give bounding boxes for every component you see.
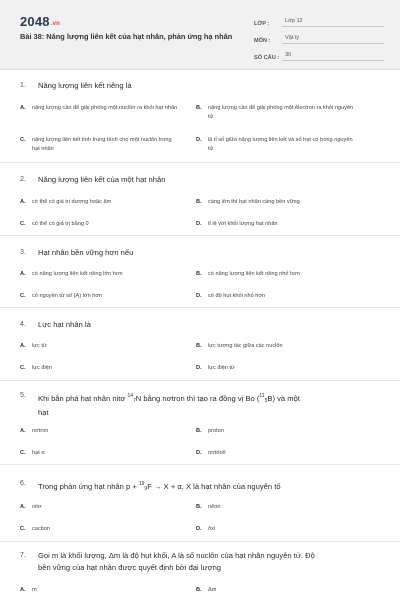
- option-d[interactable]: D. ôxi: [196, 525, 366, 534]
- option-text: hạt α: [32, 450, 45, 456]
- question-7: [20, 550, 380, 574]
- question-number: 5.: [20, 392, 26, 399]
- option-text: tỉ lệ với khối lượng hạt nhân: [208, 221, 278, 227]
- option-a[interactable]: A. lực từ: [20, 342, 190, 351]
- option-text: có năng lượng liên kết riêng nhỏ hơn: [208, 271, 300, 277]
- question-6: [20, 478, 380, 495]
- option-a[interactable]: A. năng lượng cần để giải phóng một nuclôn ra khỏi hạt nhân: [20, 104, 180, 113]
- question-number: 1.: [20, 82, 26, 89]
- option-text: năng lượng cần để giải phóng một nuclôn ra khỏi hạt nhân: [32, 105, 178, 111]
- question-5: [20, 390, 380, 419]
- option-text: lực điện: [32, 365, 52, 371]
- option-text: m: [32, 587, 37, 593]
- question-text: Gọi m là khối lượng, Δm là độ hụt khối, A là số nuclôn của hạt nhân nguyên tử. Độ bền vững của hạt nhân được quyết định bởi đại lượng: [38, 551, 315, 572]
- option-text: lực tương tác giữa các nuclôn: [208, 343, 283, 349]
- option-text: có thể có giá trị bằng 0: [32, 221, 89, 227]
- logo-suffix: .vn: [50, 21, 61, 27]
- divider: [0, 307, 400, 308]
- divider: [0, 235, 400, 236]
- option-text: có nguyên tử số (A) lớn hơn: [32, 293, 103, 299]
- option-text: nơtron: [32, 428, 49, 434]
- logo-text: 2048: [20, 14, 50, 29]
- question-2: [20, 174, 380, 186]
- option-text: năng lượng liên kết tính trung bình cho một nuclôn trong hạt nhân: [32, 137, 172, 152]
- option-c[interactable]: C. cacbon: [20, 525, 190, 534]
- meta-count-row: [254, 47, 384, 61]
- option-text: ôxi: [208, 526, 216, 532]
- count-label: SỐ CÂU :: [254, 55, 280, 61]
- meta-panel: [254, 13, 384, 64]
- option-text: là tỉ số giữa năng lượng liên kết và số hạt có trong nguyên tử: [208, 137, 353, 152]
- divider: [0, 380, 400, 381]
- option-text: càng lớn thì hạt nhân càng bền vững: [208, 199, 300, 205]
- question-text: Hạt nhân bền vững hơn nếu: [38, 248, 134, 257]
- option-b[interactable]: B. nêon: [196, 503, 366, 512]
- question-text: Khi bắn phá hạt nhân nitơ $^{14}$7N bằng nơtron thì tạo ra đồng vị Bo ($^{11}$5B) và một hạt: [38, 393, 300, 417]
- subject-value: Vật lý: [282, 35, 384, 44]
- option-text: có thể có giá trị dương hoặc âm: [32, 199, 112, 205]
- option-a[interactable]: A. nơtron: [20, 427, 190, 436]
- question-number: 3.: [20, 249, 26, 256]
- option-b[interactable]: B. có năng lượng liên kết riêng nhỏ hơn: [196, 270, 366, 279]
- divider: [0, 541, 400, 542]
- option-c[interactable]: C. lực điện: [20, 364, 190, 373]
- question-text: Lực hạt nhân là: [38, 320, 91, 329]
- option-c[interactable]: C. năng lượng liên kết tính trung bình cho một nuclôn trong hạt nhân: [20, 136, 180, 154]
- question-text: Năng lượng liên kết của một hạt nhân: [38, 175, 166, 184]
- divider: [0, 162, 400, 163]
- option-d[interactable]: D. có độ hụt khối nhỏ hơn: [196, 292, 366, 301]
- option-d[interactable]: D. nơtrinô: [196, 449, 366, 458]
- question-text: Trong phản ứng hạt nhân p + $^{19}$9F → X + α, X là hạt nhân của nguyên tố: [38, 481, 281, 492]
- option-b[interactable]: B. năng lượng cần để giải phóng một êlectron ra khỏi nguyên tử: [196, 104, 356, 122]
- divider: [0, 464, 400, 465]
- option-b[interactable]: B. Δm: [196, 586, 366, 595]
- option-c[interactable]: C. có thể có giá trị bằng 0: [20, 220, 190, 229]
- option-a[interactable]: A. nitơ: [20, 503, 190, 512]
- count-value: 30: [282, 52, 384, 61]
- option-text: nơtrinô: [208, 450, 226, 456]
- meta-class-row: [254, 13, 384, 27]
- option-text: có năng lượng liên kết riêng lớn hơn: [32, 271, 123, 277]
- page-header: [0, 0, 400, 70]
- option-text: có độ hụt khối nhỏ hơn: [208, 293, 266, 299]
- site-logo[interactable]: [20, 14, 60, 29]
- option-text: nêon: [208, 504, 221, 510]
- option-d[interactable]: D. là tỉ số giữa năng lượng liên kết và số hạt có trong nguyên tử: [196, 136, 356, 154]
- question-4: [20, 319, 380, 331]
- option-text: cacbon: [32, 526, 51, 532]
- question-number: 2.: [20, 176, 26, 183]
- question-1: [20, 80, 380, 92]
- subject-label: MÔN :: [254, 38, 271, 44]
- class-value: Lớp 12: [282, 18, 384, 27]
- option-text: năng lượng cần để giải phóng một êlectron ra khỏi nguyên tử: [208, 105, 354, 120]
- question-number: 6.: [20, 480, 26, 487]
- option-a[interactable]: A. có năng lượng liên kết riêng lớn hơn: [20, 270, 190, 279]
- option-text: nitơ: [32, 504, 42, 510]
- option-c[interactable]: C. có nguyên tử số (A) lớn hơn: [20, 292, 190, 301]
- question-number: 7.: [20, 552, 26, 559]
- question-number: 4.: [20, 321, 26, 328]
- option-text: lực điện từ: [208, 365, 235, 371]
- question-text: Năng lượng liên kết riêng là: [38, 81, 132, 90]
- page-title: Bài 38: Năng lượng liên kết của hạt nhân, phản ứng hạ nhân: [20, 32, 233, 41]
- option-a[interactable]: A. m: [20, 586, 190, 595]
- option-c[interactable]: C. hạt α: [20, 449, 190, 458]
- option-d[interactable]: D. tỉ lệ với khối lượng hạt nhân: [196, 220, 366, 229]
- option-b[interactable]: B. càng lớn thì hạt nhân càng bền vững: [196, 198, 366, 207]
- option-a[interactable]: A. có thể có giá trị dương hoặc âm: [20, 198, 190, 207]
- option-b[interactable]: B. proton: [196, 427, 366, 436]
- option-text: Δm: [208, 587, 217, 593]
- question-3: [20, 247, 380, 259]
- meta-subject-row: [254, 30, 384, 44]
- option-text: proton: [208, 428, 224, 434]
- option-text: lực từ: [32, 343, 47, 349]
- option-d[interactable]: D. lực điện từ: [196, 364, 366, 373]
- option-b[interactable]: B. lực tương tác giữa các nuclôn: [196, 342, 366, 351]
- class-label: LỚP :: [254, 21, 270, 27]
